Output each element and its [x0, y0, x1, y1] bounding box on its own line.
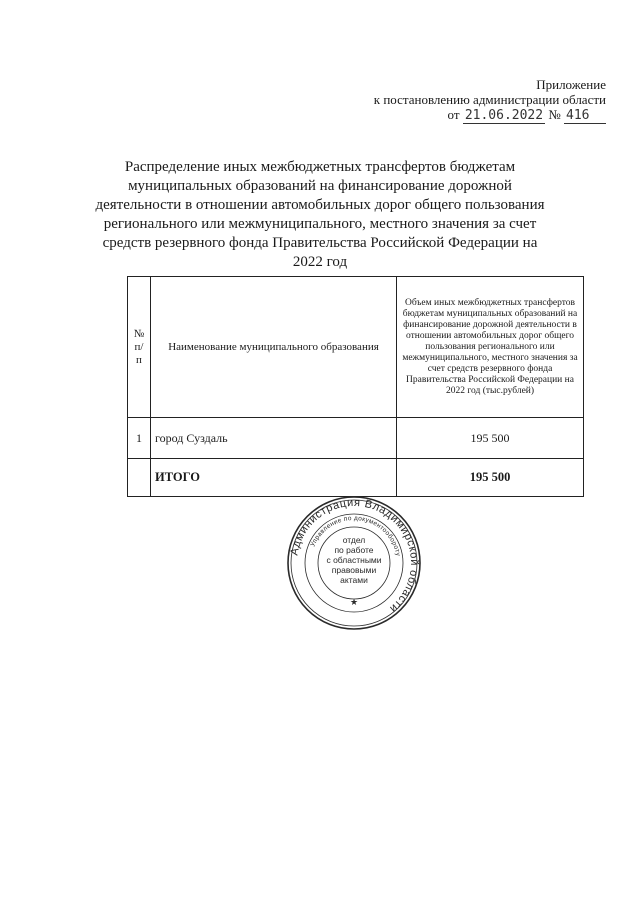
appendix-subtitle: к постановлению администрации области: [373, 92, 606, 107]
table-header-row: [128, 277, 584, 418]
total-label: ИТОГО: [151, 459, 397, 497]
stamp-line-5: актами: [340, 575, 368, 585]
appendix-block: [374, 77, 606, 124]
stamp-line-3: с областными: [326, 555, 382, 565]
star-icon: ★: [349, 597, 359, 607]
stamp-line-4: правовыми: [331, 565, 377, 575]
document-title: Распределение иных межбюджетных трансфертов бюджетам муниципальных образований на финансирование дорожной деятельности в отношении автомобильных дорог общего пользования регионального или межмуниципального, местного значения за счет средств резервного фонда Правительства Российской Федерации на 2022 год: [95, 159, 545, 270]
stamp-graphic: [286, 495, 422, 631]
table-row: [128, 418, 584, 459]
stamp-ring-text: Управление по документообороту: [309, 514, 402, 557]
header-number: № п/п: [128, 277, 151, 418]
total-empty-cell: [128, 459, 151, 497]
row-number: 1: [128, 418, 151, 459]
appendix-title: Приложение: [536, 77, 606, 92]
document-date: 21.06.2022: [464, 108, 544, 123]
document-number: 416: [564, 108, 606, 124]
stamp-outer-text: Администрация Владимирской области: [288, 496, 421, 616]
table-total-row: [128, 459, 584, 497]
row-name: город Суздаль: [151, 418, 397, 459]
stamp-line-1: отдел: [342, 535, 366, 545]
stamp-line-2: по работе: [334, 545, 374, 555]
row-value: 195 500: [397, 418, 584, 459]
number-label: №: [548, 107, 561, 122]
date-label: от: [447, 107, 460, 122]
total-value: 195 500: [397, 459, 584, 497]
header-volume: Объем иных межбюджетных трансфертов бюджетам муниципальных образований на финансирование дорожной деятельности в отношении автомобильных дорог общего пользования регионального или межмуниципального, местного значения за счет средств резервного фонда Правительства Российской Федерации на 2022 год (тыс.рублей): [397, 277, 584, 418]
official-stamp: [286, 495, 422, 631]
distribution-table: [127, 276, 584, 497]
header-name: Наименование муниципального образования: [151, 277, 397, 418]
appendix-dateline: [374, 107, 606, 124]
